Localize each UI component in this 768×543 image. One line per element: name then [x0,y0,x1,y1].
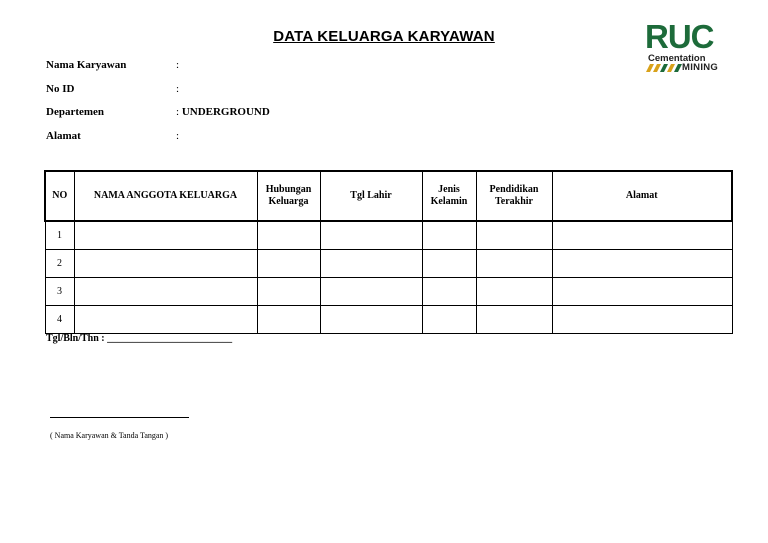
cell-hubungan[interactable] [257,278,320,306]
table-row [45,306,732,334]
field-value: UNDERGROUND [181,106,270,118]
header-pendidikan: Pendidikan Terakhir [476,171,552,221]
logo-line1: Cementation [648,53,706,64]
cell-tgl-lahir[interactable] [320,221,422,250]
cell-tgl-lahir[interactable] [320,278,422,306]
cell-nama[interactable] [74,306,257,334]
field-departemen: Departemen : UNDERGROUND [46,106,270,118]
row-number: 4 [45,306,74,334]
row-number: 3 [45,278,74,306]
cell-jenis-kelamin[interactable] [422,306,476,334]
logo-brand: RUC [645,18,714,55]
cell-alamat[interactable] [552,306,732,334]
field-label: No ID [46,83,75,95]
date-line: Tgl/Bln/Thn : _________________________ [46,333,233,344]
cell-hubungan[interactable] [257,221,320,250]
cell-alamat[interactable] [552,221,732,250]
cell-tgl-lahir[interactable] [320,250,422,278]
cell-nama[interactable] [74,250,257,278]
field-nama-karyawan: Nama Karyawan : [46,59,180,71]
field-alamat: Alamat : [46,130,180,142]
cell-jenis-kelamin[interactable] [422,221,476,250]
header-alamat: Alamat [552,171,732,221]
header-tgl-lahir: Tgl Lahir [320,171,422,221]
cell-pendidikan[interactable] [476,221,552,250]
table-row [45,278,732,306]
cell-alamat[interactable] [552,278,732,306]
signature-line [50,417,189,418]
logo-stripes-icon [646,64,682,72]
cell-nama[interactable] [74,278,257,306]
table-header-row [45,171,732,221]
row-number: 1 [45,221,74,250]
cell-nama[interactable] [74,221,257,250]
cell-tgl-lahir[interactable] [320,306,422,334]
header-no: NO [45,171,74,221]
signature-caption: ( Nama Karyawan & Tanda Tangan ) [50,431,169,440]
cell-pendidikan[interactable] [476,278,552,306]
table-row [45,221,732,250]
cell-jenis-kelamin[interactable] [422,278,476,306]
field-label: Nama Karyawan [46,59,127,71]
field-label: Alamat [46,130,81,142]
family-data-table [44,170,733,334]
company-logo [645,18,725,73]
cell-pendidikan[interactable] [476,250,552,278]
header-jenis-kelamin: Jenis Kelamin [422,171,476,221]
field-no-id: No ID : [46,83,180,95]
cell-jenis-kelamin[interactable] [422,250,476,278]
header-hubungan: Hubungan Keluarga [257,171,320,221]
cell-hubungan[interactable] [257,306,320,334]
field-label: Departemen [46,106,105,118]
table-row [45,250,732,278]
cell-pendidikan[interactable] [476,306,552,334]
cell-alamat[interactable] [552,250,732,278]
header-nama: NAMA ANGGOTA KELUARGA [74,171,257,221]
document-title: DATA KELUARGA KARYAWAN [273,28,495,45]
cell-hubungan[interactable] [257,250,320,278]
row-number: 2 [45,250,74,278]
logo-line2: MINING [682,62,719,73]
